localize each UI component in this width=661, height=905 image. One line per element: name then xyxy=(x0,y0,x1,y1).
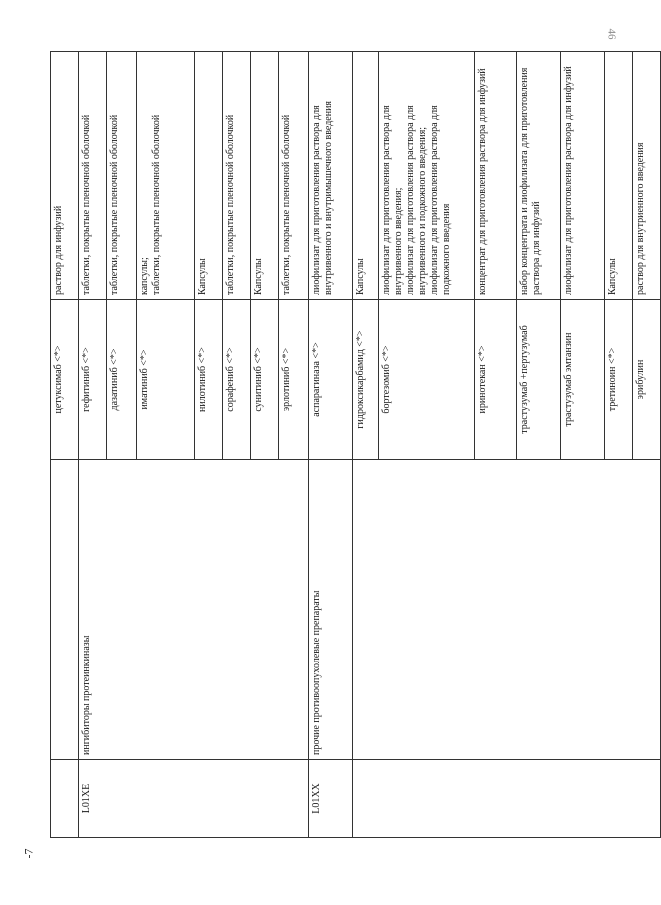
dosage-form-cell xyxy=(279,52,309,300)
dosage-form-cell xyxy=(605,52,633,300)
dosage-form-cell xyxy=(79,52,107,300)
group-name-cell: прочие противоопухолевые препараты xyxy=(309,460,353,760)
dosage-form-line: Капсулы xyxy=(355,258,366,295)
drug-name-cell: цетуксимаб <*> xyxy=(51,300,79,460)
atc-code-cell: L01XX xyxy=(309,760,353,838)
dosage-form-cell xyxy=(107,52,137,300)
drug-name-cell: дазатиниб <*> xyxy=(107,300,137,460)
dosage-form-line: Капсулы xyxy=(607,258,618,295)
dosage-form-line: лиофилизат для приготовления раствора для внутривенного введения; xyxy=(381,105,404,295)
dosage-form-cell xyxy=(51,52,79,300)
dosage-form-line: раствор для инфузий xyxy=(53,205,64,295)
drug-name-cell: иринотекан <*> xyxy=(475,300,517,460)
group-name-cell: ингибиторы протеинкиназы xyxy=(79,460,309,760)
dosage-form-line: лиофилизат для приготовления раствора для внутривенного и внутримышечного введения xyxy=(311,100,334,295)
drug-name-cell: гефитиниб <*> xyxy=(79,300,107,460)
table-row xyxy=(51,52,79,838)
atc-code-cell: L01XE xyxy=(79,760,309,838)
dosage-form-cell xyxy=(309,52,353,300)
drug-name-cell: сорафениб <*> xyxy=(223,300,251,460)
dosage-form-line: таблетки, покрытые пленочной оболочкой xyxy=(225,114,236,295)
dosage-form-cell xyxy=(561,52,605,300)
group-name-cell xyxy=(51,460,79,760)
table-row xyxy=(353,52,379,838)
drug-name-cell: третиноин <*> xyxy=(605,300,633,460)
drug-name-cell: иматиниб <*> xyxy=(137,300,195,460)
drug-name-cell: бортезомиб <*> xyxy=(379,300,475,460)
dosage-form-line: лиофилизат для приготовления раствора для подкожного введения xyxy=(429,105,452,295)
dosage-form-line: лиофилизат для приготовления раствора для инфузий xyxy=(563,66,574,295)
dosage-form-line: таблетки, покрытые пленочной оболочкой xyxy=(151,114,162,295)
dosage-form-cell xyxy=(633,52,661,300)
atc-code-cell xyxy=(51,760,79,838)
dosage-form-line: Капсулы xyxy=(253,258,264,295)
dosage-form-cell xyxy=(353,52,379,300)
dosage-form-cell xyxy=(517,52,561,300)
dosage-form-cell xyxy=(251,52,279,300)
page-number-corner: 46 xyxy=(605,28,618,40)
dosage-form-line: таблетки, покрытые пленочной оболочкой xyxy=(281,114,292,295)
dosage-form-cell xyxy=(475,52,517,300)
table-row xyxy=(79,52,107,838)
atc-code-cell xyxy=(353,760,661,838)
dosage-form-cell xyxy=(223,52,251,300)
dosage-form-line: Капсулы xyxy=(197,258,208,295)
drug-name-cell: гидроксикарбамид <*> xyxy=(353,300,379,460)
dosage-form-line: лиофилизат для приготовления раствора для внутривенного и подкожного введения; xyxy=(405,105,428,295)
drug-name-cell: сунитиниб <*> xyxy=(251,300,279,460)
dosage-form-cell xyxy=(195,52,223,300)
drug-name-cell: эрибулин xyxy=(633,300,661,460)
table-row xyxy=(309,52,353,838)
dosage-form-cell xyxy=(137,52,195,300)
drug-name-cell: трастузумаб +пертузумаб xyxy=(517,300,561,460)
drug-name-cell: нилотиниб <*> xyxy=(195,300,223,460)
drug-table xyxy=(50,51,661,838)
dosage-form-line: капсулы; xyxy=(139,257,150,295)
rotated-table-wrapper xyxy=(50,52,646,838)
drug-name-cell: трастузумаб эмтанзин xyxy=(561,300,605,460)
drug-name-cell: аспарагиназа <*> xyxy=(309,300,353,460)
dosage-form-line: набор концентрата и лиофилизата для приготовления раствора для инфузий xyxy=(519,67,542,295)
dosage-form-line: раствор для внутриенного введения xyxy=(635,142,646,295)
dosage-form-line: таблетки, покрытые пленочной оболочкой xyxy=(81,114,92,295)
dosage-form-line: таблетки, покрытые пленочной оболочкой xyxy=(109,114,120,295)
group-name-cell xyxy=(353,460,661,760)
drug-name-cell: эрлотиниб <*> xyxy=(279,300,309,460)
page-number-bottom: -7 xyxy=(21,848,36,859)
dosage-form-line: концентрат для приготовления раствора для инфузий xyxy=(477,68,488,295)
dosage-form-cell xyxy=(379,52,475,300)
